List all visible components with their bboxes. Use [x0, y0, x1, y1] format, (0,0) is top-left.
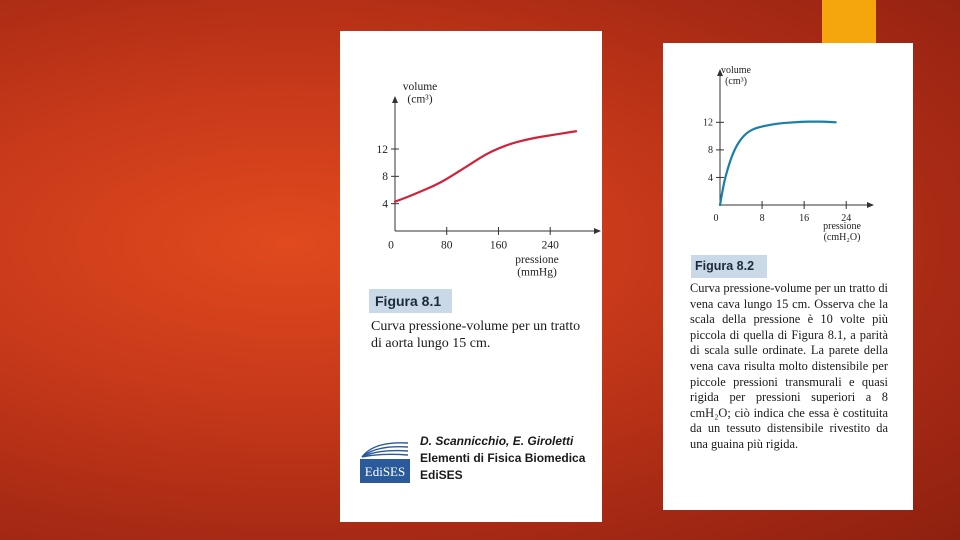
logo-text: EdiSES [364, 464, 406, 479]
figure-8-2-chart [663, 43, 913, 253]
x-tick-label: 16 [799, 213, 810, 224]
x-axis-arrow [594, 228, 601, 234]
figure-8-2-card [663, 43, 913, 510]
y-axis-label: volume [721, 65, 751, 76]
x-tick-label: 8 [759, 213, 765, 224]
x-tick-label: 160 [489, 239, 508, 252]
x-axis-unit: (mmHg) [517, 266, 557, 279]
authors: D. Scannicchio, E. Giroletti [420, 434, 574, 448]
figure-8-1-card [340, 31, 602, 522]
y-axis-label: volume [402, 81, 438, 93]
book-title: Elementi di Fisica Biomedica [420, 451, 586, 465]
y-tick-label: 4 [708, 172, 713, 184]
y-tick-label: 8 [708, 145, 713, 157]
figure-8-1-label: Figura 8.1 [369, 289, 452, 313]
figure-8-2-caption: Curva pressione-volume per un tratto di vena cava lungo 15 cm. Osserva che la scala della pressione è 10 volte più piccola di quella di Figura 8.1, a parità di scala sulle ordinate. La parete della vena cava risulta molto distensibile per piccole pressioni transmurali e quasi rigida per pressioni superiori a 8 cmH₂O; ciò indica che essa è costituita da un tessuto distensibile rivestito da una guaina più rigida. [690, 281, 888, 451]
y-tick-label: 4 [382, 198, 388, 211]
x-tick-label: 240 [541, 239, 559, 252]
x-tick-label: 0 [713, 213, 719, 224]
x-axis-label: pressione [823, 221, 861, 232]
x-tick-label: 80 [440, 239, 453, 252]
figure-8-2-label: Figura 8.2 [691, 255, 767, 278]
x-axis-arrow [867, 202, 874, 208]
y-tick-label: 12 [703, 117, 713, 129]
x-tick-label: 24 [841, 213, 852, 224]
y-axis-unit: (cm³) [725, 76, 747, 87]
x-axis-label: pressione [515, 254, 559, 266]
accent-tab [822, 0, 876, 43]
x-axis-unit: (cmH₂O) [823, 232, 861, 243]
y-axis-unit: (cm³) [407, 93, 433, 106]
publisher-brand: EdiSES [420, 468, 463, 482]
x-tick-label: 0 [388, 239, 394, 252]
y-tick-label: 8 [382, 171, 388, 184]
figure-8-1-caption: Curva pressione-volume per un tratto di aorta lungo 15 cm. [371, 319, 581, 351]
publisher-info [420, 433, 585, 484]
series-line [395, 131, 576, 201]
y-tick-label: 12 [376, 143, 388, 156]
y-axis-arrow [392, 96, 398, 103]
series-line [720, 122, 836, 205]
ediSES-logo [358, 435, 412, 485]
figure-8-1-chart [340, 31, 602, 281]
